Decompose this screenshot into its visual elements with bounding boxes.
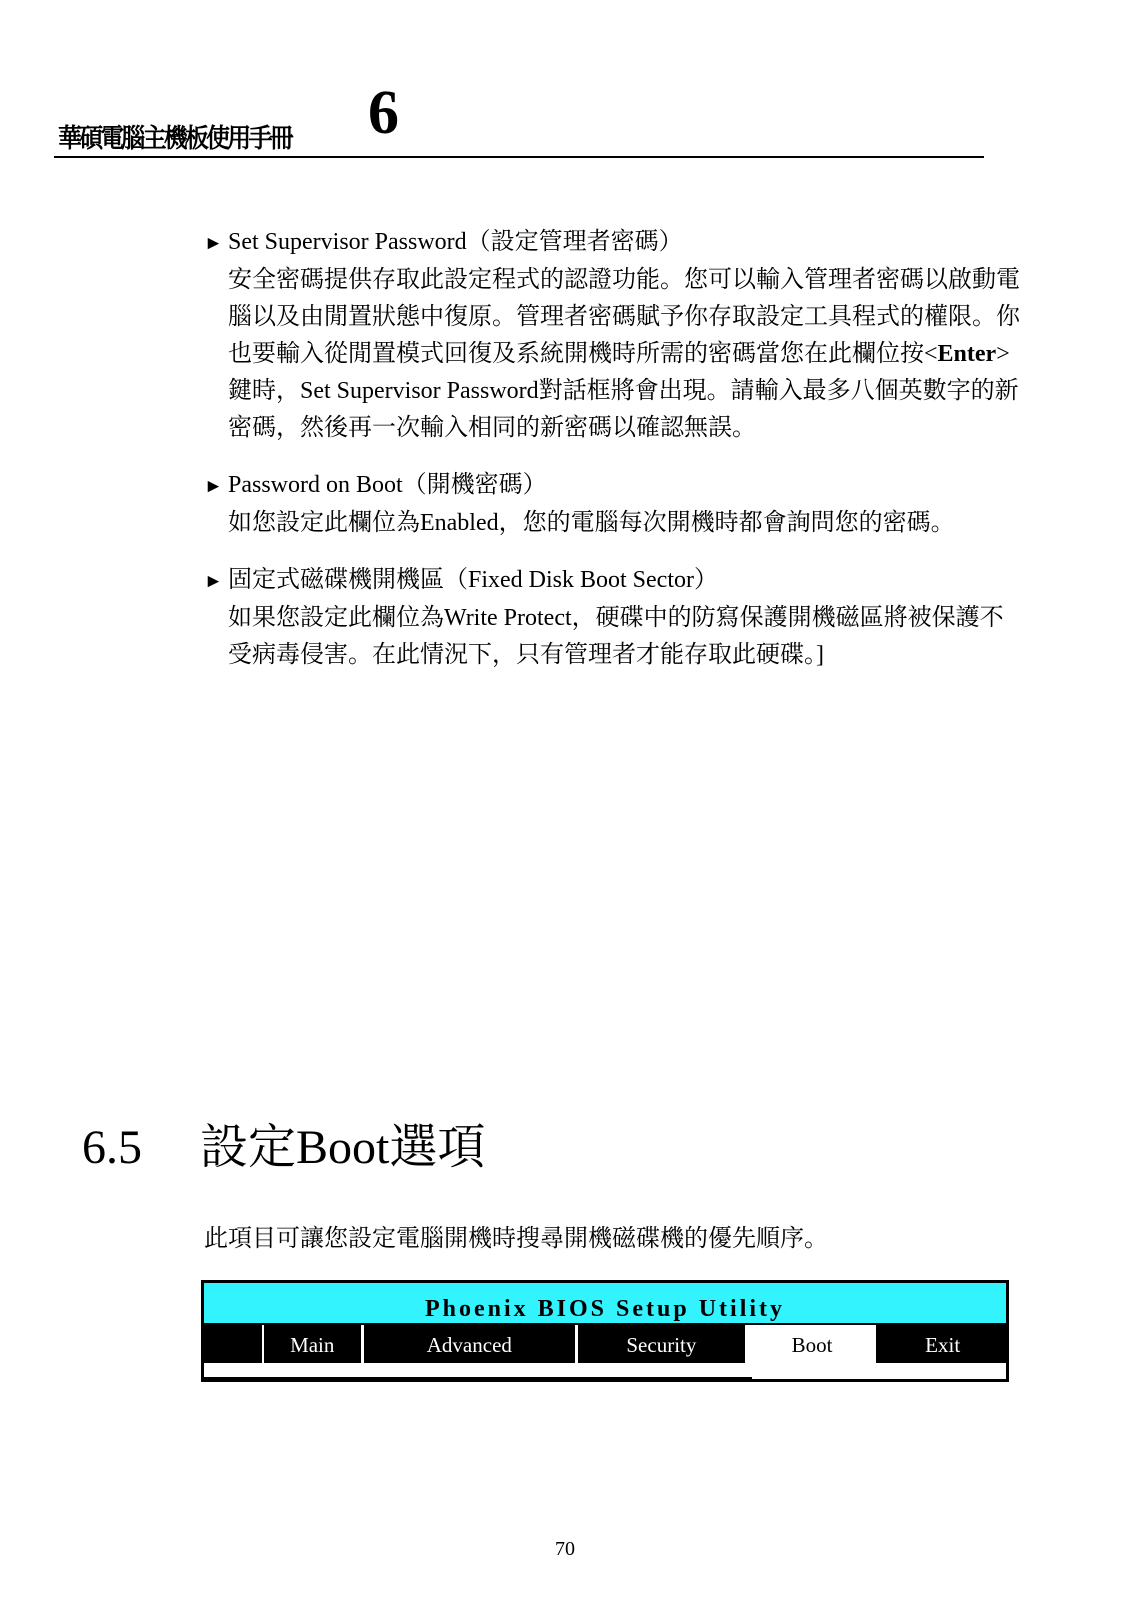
item-heading-text: 固定式磁碟機開機區（Fixed Disk Boot Sector）	[228, 567, 718, 593]
bios-bottom-edge	[204, 1377, 752, 1382]
arrow-bullet-icon: ►	[204, 476, 223, 497]
bios-tab-main[interactable]: Main	[264, 1325, 364, 1363]
bios-tab-boot[interactable]: Boot	[748, 1325, 880, 1363]
enter-key-label: Enter	[937, 341, 997, 367]
bios-menu-spacer	[204, 1325, 264, 1363]
item-heading-text: Password on Boot（開機密碼）	[228, 472, 547, 498]
item-description-part: 安全密碼提供存取此設定程式的認證功能。您可以輸入管理者密碼以啟動電腦以及由閒置狀態中復原。管理者密碼賦予你存取設定工具程式的權限。你也要輸入從閒置模式回復及系統開機時所需的密碼當您在此欄位按<	[228, 267, 1020, 367]
list-item	[204, 224, 1034, 447]
bios-tab-security[interactable]: Security	[578, 1325, 748, 1363]
bios-screenshot	[201, 1280, 1009, 1382]
bios-menu-bar	[204, 1325, 1006, 1363]
item-description	[228, 262, 1020, 447]
section-description: 此項目可讓您設定電腦開機時搜尋開機磁碟機的優先順序。	[204, 1226, 828, 1252]
item-heading	[204, 467, 1034, 505]
section-title: 設定Boot選項	[200, 1121, 486, 1174]
item-description: 如您設定此欄位為Enabled，您的電腦每次開機時都會詢問您的密碼。	[228, 510, 955, 536]
chapter-header	[54, 78, 984, 158]
arrow-bullet-icon: ►	[204, 571, 223, 592]
section-number: 6.5	[82, 1121, 142, 1174]
bios-title-bar: Phoenix BIOS Setup Utility	[204, 1283, 1006, 1325]
item-heading	[204, 562, 1034, 600]
item-heading	[204, 224, 1034, 262]
list-item	[204, 467, 1034, 542]
bios-tab-advanced[interactable]: Advanced	[364, 1325, 578, 1363]
option-list	[204, 224, 1034, 694]
arrow-bullet-icon: ►	[204, 233, 223, 254]
section-heading	[82, 1120, 485, 1176]
bios-tab-exit[interactable]: Exit	[879, 1325, 1006, 1363]
chapter-title: 華碩電腦主機板使用手冊	[58, 124, 291, 154]
list-item	[204, 562, 1034, 674]
item-heading-text: Set Supervisor Password（設定管理者密碼）	[228, 229, 683, 255]
item-description-part: >鍵時，Set Supervisor Password對話框將會出現。請輸入最多八個英數字的新密碼，然後再一次輸入相同的新密碼以確認無誤。	[228, 341, 1019, 441]
chapter-number: 6	[368, 79, 399, 147]
page-number: 70	[555, 1538, 575, 1560]
item-description: 如果您設定此欄位為Write Protect，硬碟中的防寫保護開機磁區將被保護不受病毒侵害。在此情況下，只有管理者才能存取此硬碟。]	[228, 605, 1004, 668]
